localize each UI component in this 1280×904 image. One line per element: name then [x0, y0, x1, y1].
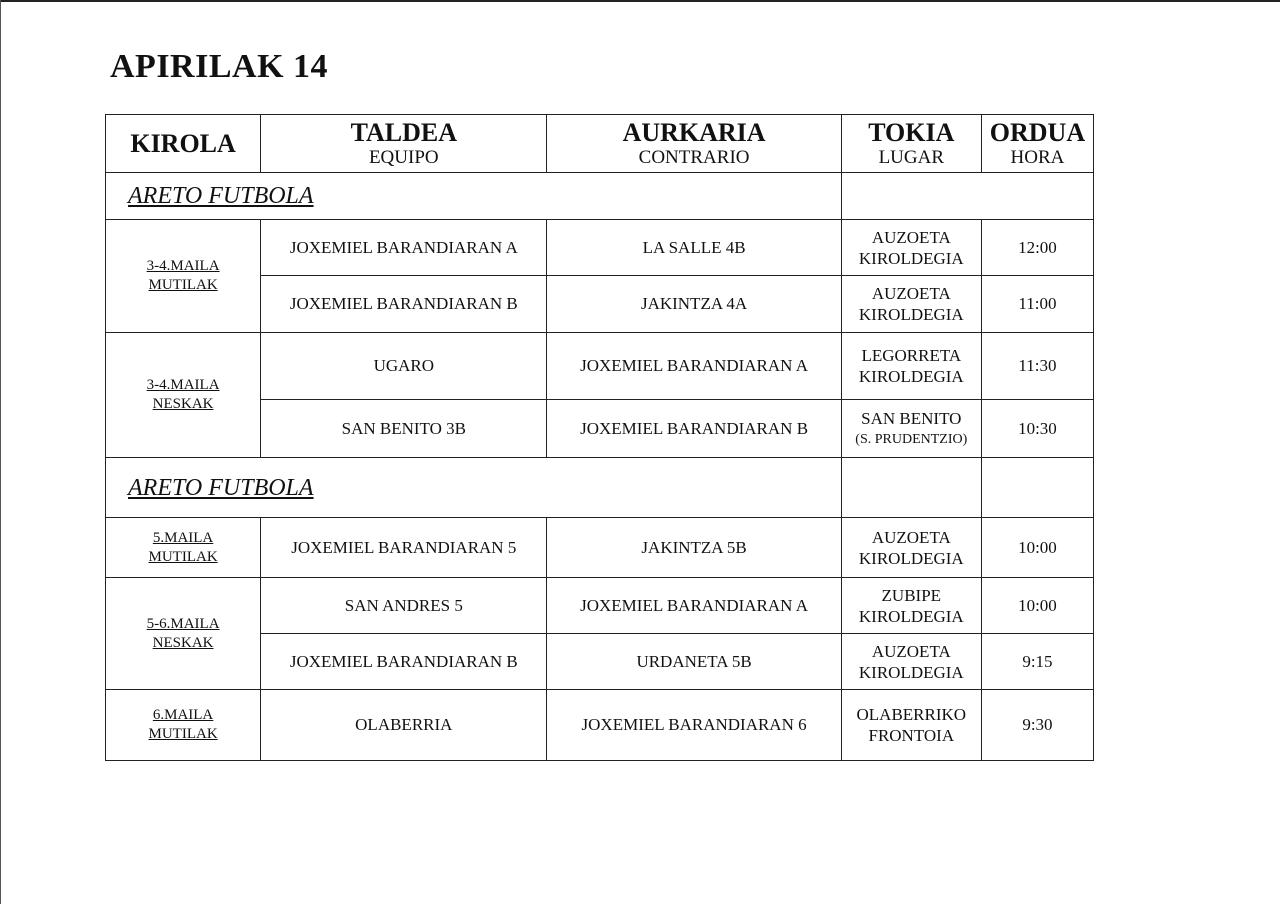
- section-row: [106, 458, 1094, 518]
- tokia-cell: [841, 690, 981, 761]
- aurkaria-cell: JAKINTZA 5B: [547, 518, 841, 578]
- aurkaria-cell: JOXEMIEL BARANDIARAN B: [547, 400, 841, 458]
- tokia-line: ZUBIPE: [881, 585, 942, 605]
- ordua-cell: 10:00: [981, 518, 1093, 578]
- category-gender: MUTILAK: [148, 277, 218, 293]
- header-tokia-label: TOKIA: [868, 117, 955, 147]
- header-ordua-sub: HORA: [1010, 146, 1065, 168]
- header-taldea-label: TALDEA: [350, 117, 458, 147]
- category-gender: MUTILAK: [148, 548, 218, 565]
- aurkaria-cell: JOXEMIEL BARANDIARAN A: [547, 578, 841, 634]
- tokia-line: KIROLDEGIA: [858, 606, 964, 626]
- table-row: [106, 690, 1094, 761]
- category-level: 3-4.MAILA: [146, 377, 220, 393]
- tokia-line: SAN BENITO: [861, 408, 962, 428]
- taldea-cell: UGARO: [261, 333, 547, 400]
- tokia-line: AUZOETA: [871, 527, 951, 547]
- category-level: 5-6.MAILA: [146, 615, 220, 632]
- category-gender: MUTILAK: [148, 726, 218, 742]
- schedule-table: [105, 114, 1094, 761]
- category-cell: [106, 220, 261, 333]
- scan-border-top: [0, 0, 1280, 2]
- tokia-line: KIROLDEGIA: [858, 248, 964, 268]
- taldea-cell: JOXEMIEL BARANDIARAN A: [261, 220, 547, 276]
- tokia-line: AUZOETA: [871, 227, 951, 247]
- category-cell: [106, 690, 261, 761]
- tokia-cell: [841, 276, 981, 333]
- ordua-cell: 12:00: [981, 220, 1093, 276]
- header-aurkaria-sub: CONTRARIO: [638, 146, 750, 168]
- ordua-cell: 9:15: [981, 634, 1093, 690]
- taldea-cell: SAN ANDRES 5: [261, 578, 547, 634]
- header-row: [106, 115, 1094, 173]
- header-aurkaria-label: AURKARIA: [622, 117, 766, 147]
- header-kirola: [106, 115, 261, 173]
- tokia-cell: [841, 634, 981, 690]
- ordua-cell: 9:30: [981, 690, 1093, 761]
- header-ordua-label: ORDUA: [989, 117, 1086, 147]
- header-taldea-sub: EQUIPO: [368, 146, 439, 168]
- category-level: 5.MAILA: [152, 529, 214, 546]
- header-tokia: [841, 115, 981, 173]
- tokia-line: KIROLDEGIA: [858, 548, 964, 568]
- header-aurkaria: [547, 115, 841, 173]
- tokia-line: OLABERRIKO: [856, 705, 967, 724]
- ordua-cell: 11:30: [981, 333, 1093, 400]
- section-empty-cell: [841, 458, 981, 518]
- page-title: APIRILAK 14: [110, 48, 329, 85]
- tokia-cell: [841, 518, 981, 578]
- tokia-line: (S. PRUDENTZIO): [855, 431, 968, 447]
- tokia-line: FRONTOIA: [868, 726, 955, 745]
- scan-border-left: [0, 0, 1, 904]
- ordua-cell: 10:00: [981, 578, 1093, 634]
- taldea-cell: JOXEMIEL BARANDIARAN B: [261, 276, 547, 333]
- tokia-line: AUZOETA: [871, 641, 951, 661]
- table-row: [106, 220, 1094, 276]
- header-ordua: [981, 115, 1093, 173]
- taldea-cell: SAN BENITO 3B: [261, 400, 547, 458]
- header-kirola-label: KIROLA: [130, 128, 236, 158]
- category-level: 3-4.MAILA: [146, 258, 220, 274]
- table-row: [106, 578, 1094, 634]
- ordua-cell: 10:30: [981, 400, 1093, 458]
- category-cell: [106, 333, 261, 458]
- aurkaria-cell: LA SALLE 4B: [547, 220, 841, 276]
- tokia-cell: [841, 220, 981, 276]
- tokia-line: LEGORRETA: [861, 346, 962, 365]
- section-title: ARETO FUTBOLA: [106, 458, 842, 518]
- category-cell: [106, 518, 261, 578]
- category-cell: [106, 578, 261, 690]
- tokia-line: AUZOETA: [871, 284, 951, 303]
- header-tokia-sub: LUGAR: [878, 146, 945, 168]
- section-row: [106, 173, 1094, 220]
- taldea-cell: JOXEMIEL BARANDIARAN B: [261, 634, 547, 690]
- aurkaria-cell: JAKINTZA 4A: [547, 276, 841, 333]
- table-row: [106, 518, 1094, 578]
- tokia-cell: [841, 333, 981, 400]
- taldea-cell: JOXEMIEL BARANDIARAN 5: [261, 518, 547, 578]
- aurkaria-cell: JOXEMIEL BARANDIARAN A: [547, 333, 841, 400]
- aurkaria-cell: URDANETA 5B: [547, 634, 841, 690]
- tokia-line: KIROLDEGIA: [858, 367, 964, 386]
- category-level: 6.MAILA: [152, 707, 214, 723]
- table-row: [106, 333, 1094, 400]
- tokia-line: KIROLDEGIA: [858, 305, 964, 324]
- section-empty-cell: [841, 173, 1093, 220]
- section-empty-cell: [981, 458, 1093, 518]
- header-taldea: [261, 115, 547, 173]
- aurkaria-cell: JOXEMIEL BARANDIARAN 6: [547, 690, 841, 761]
- tokia-line: KIROLDEGIA: [858, 662, 964, 682]
- category-gender: NESKAK: [152, 634, 214, 651]
- tokia-cell: [841, 400, 981, 458]
- ordua-cell: 11:00: [981, 276, 1093, 333]
- taldea-cell: OLABERRIA: [261, 690, 547, 761]
- tokia-cell: [841, 578, 981, 634]
- category-gender: NESKAK: [152, 396, 214, 412]
- section-title: ARETO FUTBOLA: [106, 173, 842, 220]
